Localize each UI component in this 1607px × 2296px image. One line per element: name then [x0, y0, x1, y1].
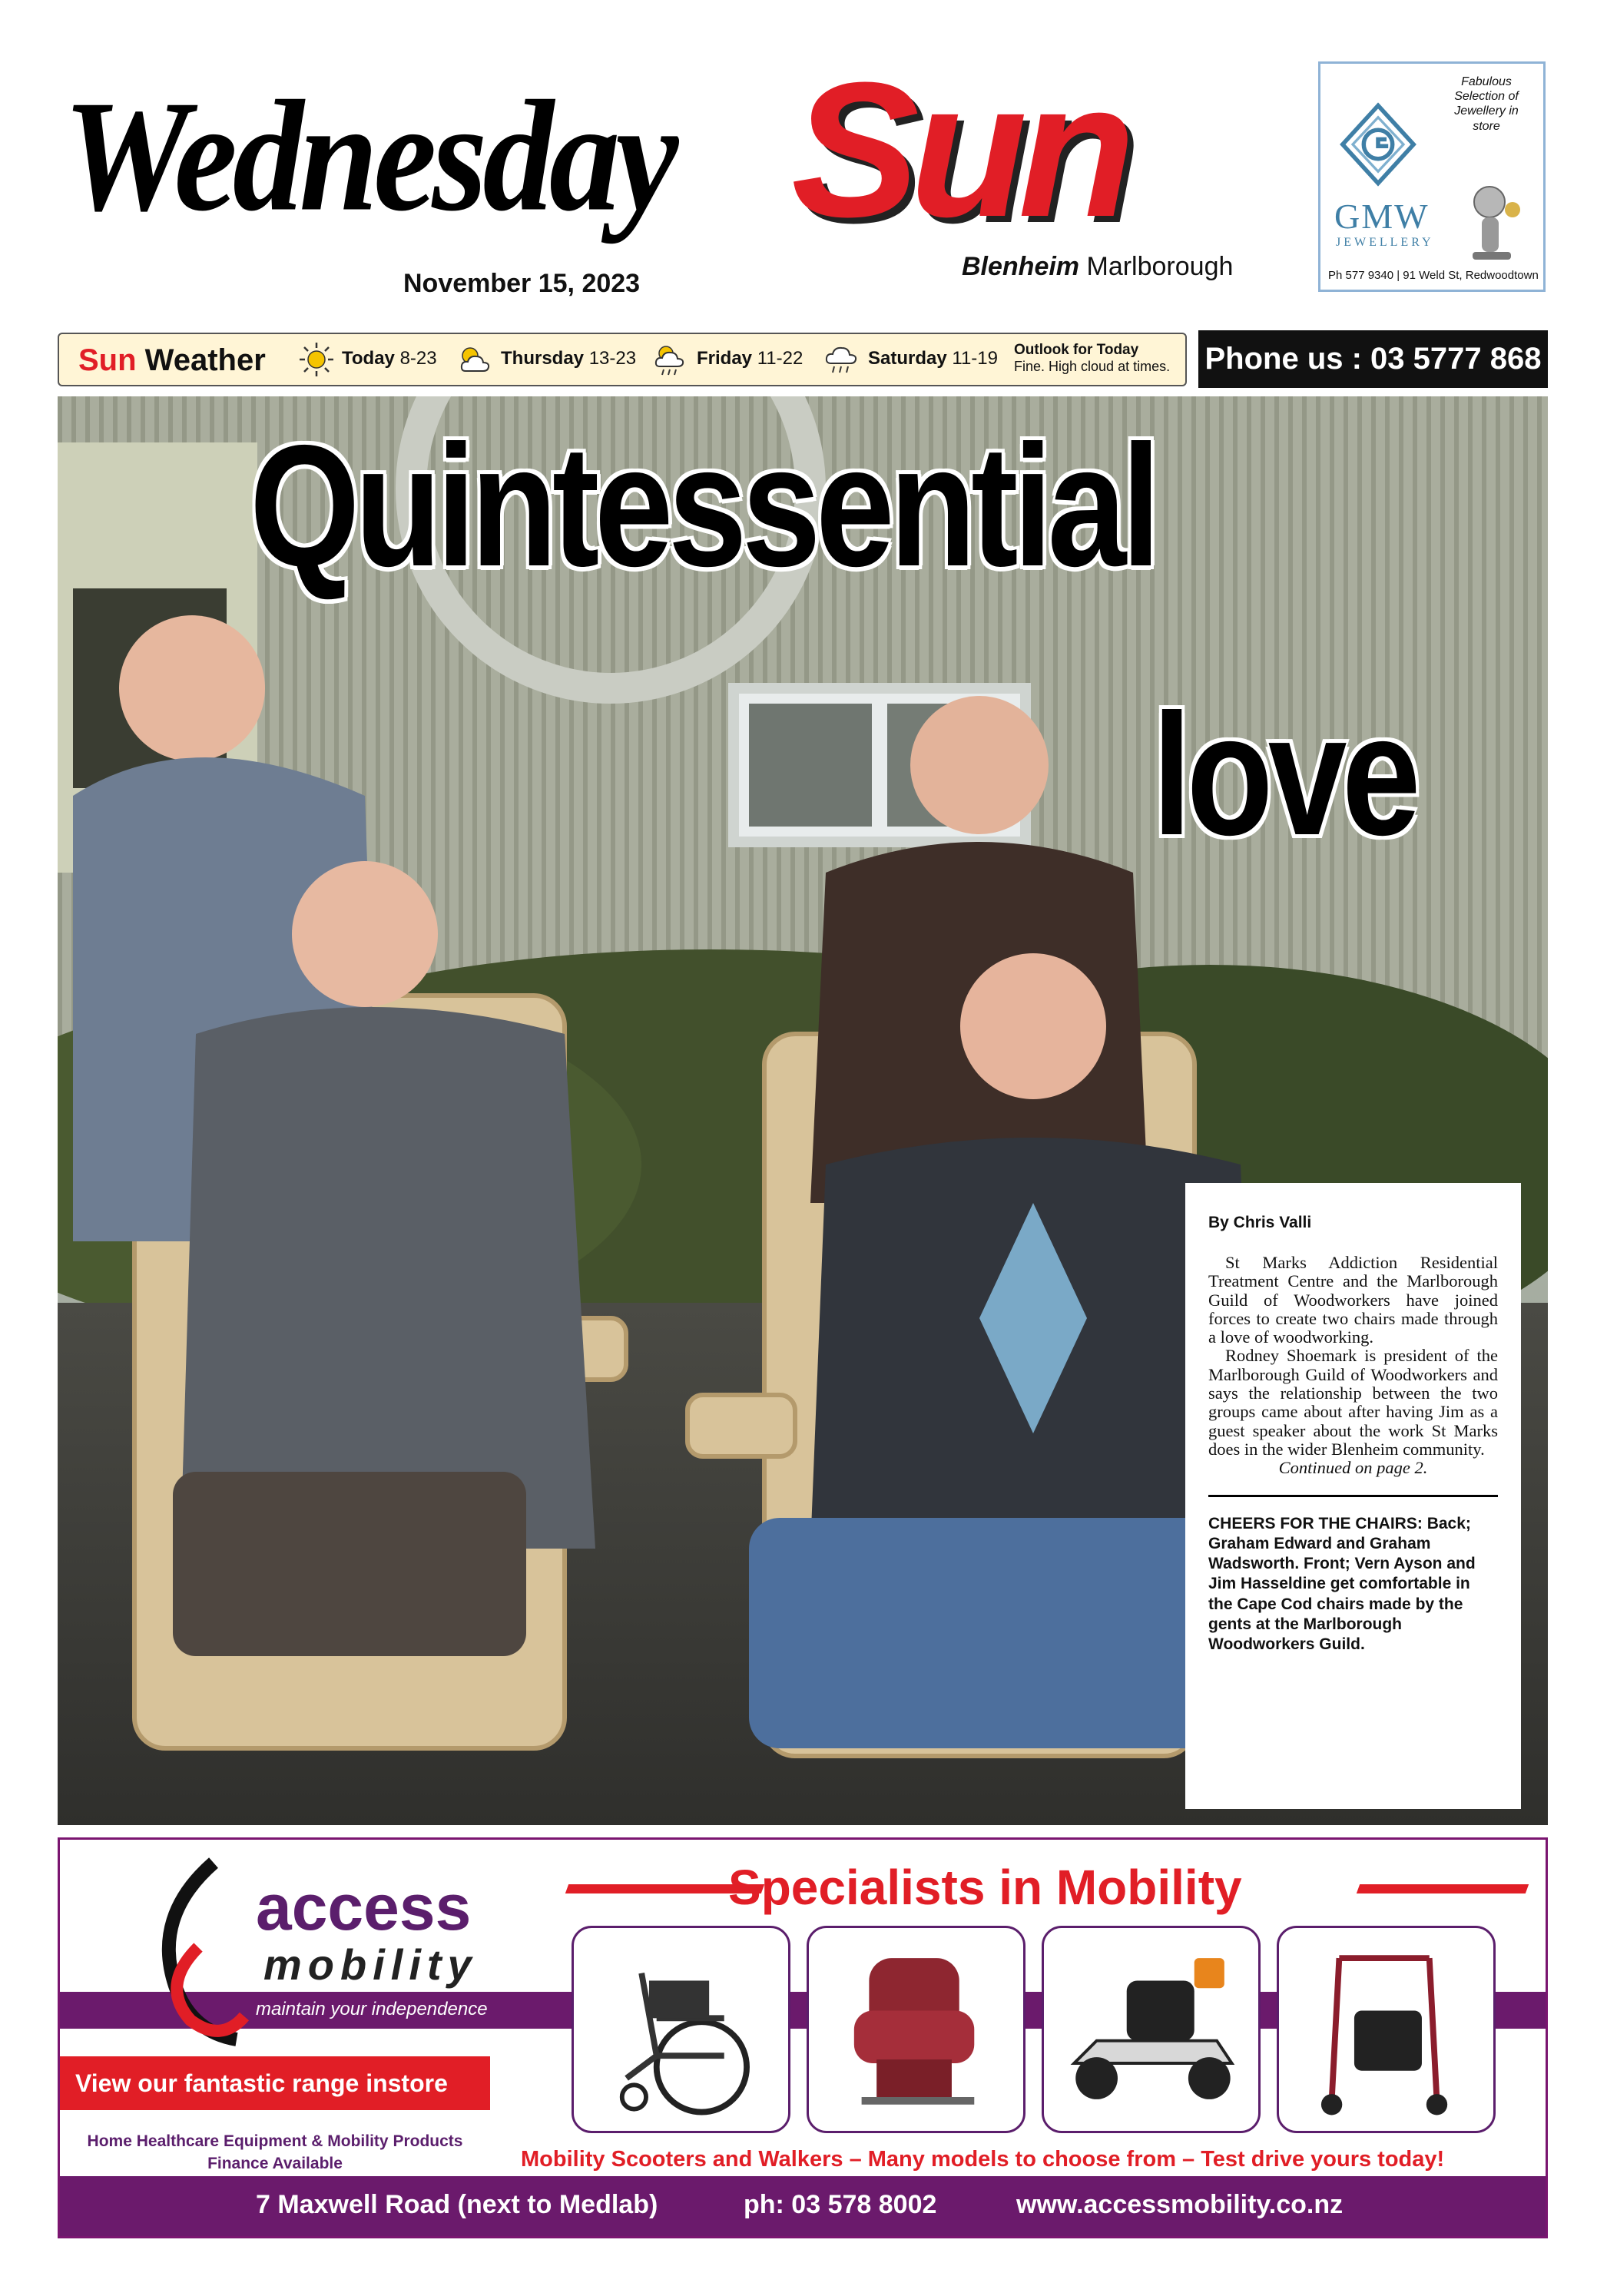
walker-icon — [1279, 1928, 1493, 2131]
ad-headline: Specialists in Mobility — [728, 1860, 1242, 1915]
ad-products-text: Home Healthcare Equipment & Mobility Products Finance Available — [87, 2132, 463, 2173]
access-logo-swoosh-icon — [129, 1855, 260, 2055]
weather-title — [78, 343, 266, 378]
product-scooter[interactable] — [1042, 1926, 1261, 2133]
mobility-scooter-icon — [1044, 1928, 1258, 2131]
weather-outlook: Outlook for Today Fine. High cloud at times. — [1014, 342, 1171, 374]
continued-link[interactable]: Continued on page 2. — [1278, 1458, 1428, 1478]
masthead-location — [962, 252, 1233, 282]
masthead-wednesday: Wednesday — [63, 68, 674, 245]
weather-friday: Friday 11-22 — [697, 348, 804, 369]
ad-tagline: maintain your independence — [256, 1999, 488, 2019]
gmw-subname: JEWELLERY — [1336, 236, 1434, 249]
headline-line2: love — [1152, 678, 1416, 871]
mobility-logo-word: mobility — [263, 1940, 478, 1989]
weather-brand: Sun — [78, 343, 137, 377]
photo-caption — [1208, 1514, 1498, 1655]
access-mobility-ad[interactable] — [58, 1837, 1548, 2238]
rain-cloud-icon — [822, 340, 860, 379]
issue-date: November 15, 2023 — [403, 269, 641, 298]
weather-thursday: Thursday 13-23 — [501, 348, 637, 369]
byline: By Chris Valli — [1208, 1214, 1312, 1231]
story-paragraph: Rodney Shoemark is president of the Marlborough Guild of Woodworkers and says the relationship between the two groups came about after having Jim as a guest speaker about the work St Marks does in the wider Blenheim community. — [1208, 1346, 1498, 1459]
ad-footer — [60, 2176, 1546, 2236]
view-range-banner[interactable]: View our fantastic range instore — [60, 2056, 490, 2110]
caption-text: Back; Graham Edward and Graham Wadsworth. Front; Vern Ayson and Jim Hasseldine get comfortable in the Cape Cod chairs made by the gents at the Marlborough Woodworkers Guild. — [1208, 1514, 1476, 1654]
masthead-sun: Sun — [791, 42, 1127, 257]
location-region: Marlborough — [1086, 252, 1234, 281]
access-logo-word: access — [256, 1871, 472, 1943]
story-divider — [1208, 1495, 1498, 1497]
gmw-name: GMW — [1334, 197, 1430, 236]
ad-right-bar — [1357, 1884, 1529, 1893]
wheelchair-icon — [574, 1928, 788, 2131]
product-lift-chair[interactable] — [807, 1926, 1025, 2133]
jewellery-figure-icon — [1459, 179, 1528, 263]
lift-chair-icon — [809, 1928, 1023, 2131]
gmw-logo-icon — [1336, 102, 1420, 187]
ad-phone[interactable]: ph: 03 578 8002 — [744, 2190, 937, 2219]
ad-scooters-line: Mobility Scooters and Walkers – Many models to choose from – Test drive yours today! — [521, 2147, 1445, 2172]
product-wheelchair[interactable] — [572, 1926, 790, 2133]
weather-label: Weather — [144, 343, 266, 377]
gmw-tagline: Fabulous Selection of Jewellery in store — [1454, 75, 1519, 133]
weather-today: Today 8-23 — [342, 348, 437, 369]
phone-banner[interactable]: Phone us : 03 5777 868 — [1198, 330, 1548, 388]
story-box — [1185, 1183, 1521, 1809]
weather-saturday: Saturday 11-19 — [868, 348, 998, 369]
headline-line1: Quintessential — [250, 409, 1156, 602]
story-paragraph: St Marks Addiction Residential Treatment Centre and the Marlborough Guild of Woodworkers have joined forces to create two chairs made through a love of woodworking. — [1208, 1253, 1498, 1347]
partly-cloudy-icon — [455, 340, 493, 379]
weather-bar — [58, 333, 1187, 386]
product-walker[interactable] — [1277, 1926, 1496, 2133]
location-bold: Blenheim — [962, 252, 1080, 281]
gmw-contact: Ph 577 9340 | 91 Weld St, Redwoodtown — [1328, 269, 1539, 282]
gmw-jewellery-ad[interactable] — [1318, 61, 1546, 292]
ad-website[interactable]: www.accessmobility.co.nz — [1016, 2190, 1344, 2219]
ad-address: 7 Maxwell Road (next to Medlab) — [256, 2190, 658, 2219]
sun-icon — [297, 340, 336, 379]
caption-lead: CHEERS FOR THE CHAIRS: — [1208, 1514, 1423, 1532]
rain-sun-icon — [651, 340, 689, 379]
